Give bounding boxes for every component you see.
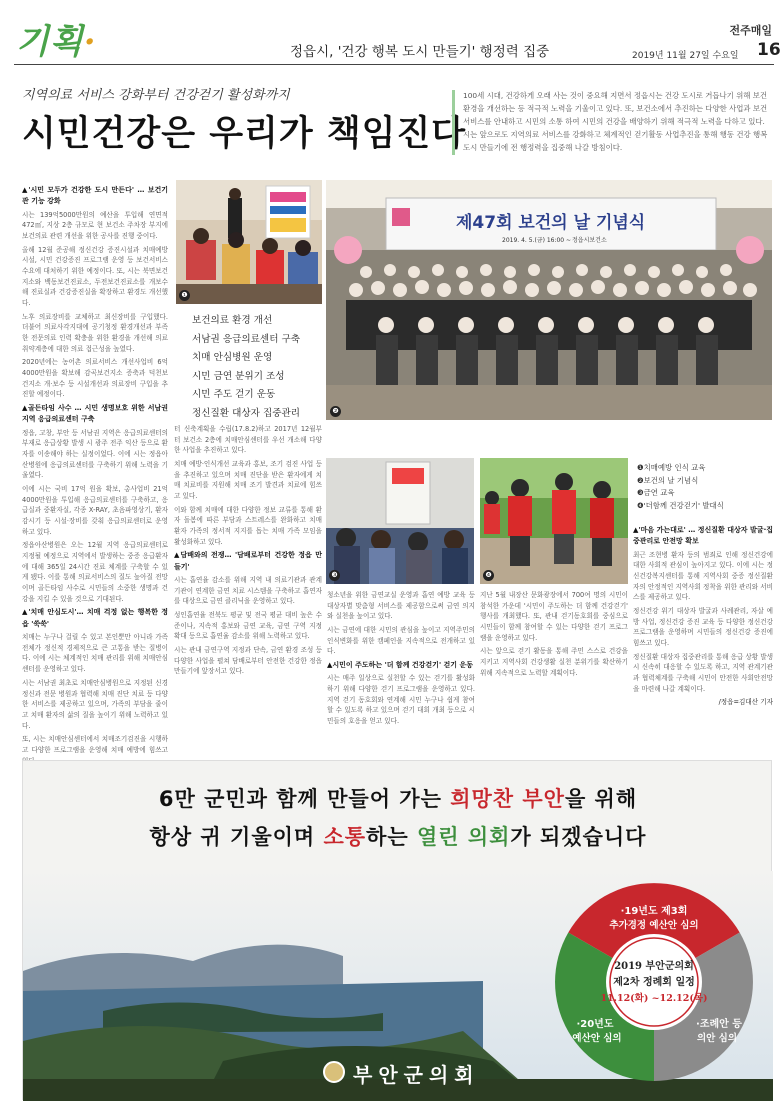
- article-paragraph: 시는 139억5000만원의 예산을 투입해 연면적 472㎡, 지상 2층 규모로 현 보건소 주차장 부지에 보건의료 관련 개선을 위한 공사를 진행 중이다.: [22, 210, 168, 240]
- article-paragraph: 정읍아산병원은 오는 12월 지역 응급의료센터로 지정될 예정으로 지역에서 발생하는 중증 응급환자에 대해 365일 24시간 진료 체계를 구축할 수 있게 됐다. 이를 통해 의료서비스의 질도 높아질 전망이며 골든타임 사수로 시민들의 소중한 생명과 건강을 지킬 수 있을 것으로 기대된다.: [22, 541, 168, 603]
- key-points-list: [178, 308, 326, 420]
- donut-segment-annual-budget-detail: 예산안 심의: [572, 1033, 622, 1044]
- photo-number-3: ❸: [329, 570, 340, 581]
- article-paragraph: 성인흡연율 전북도 평균 및 전국 평균 대비 높은 수준이나, 지속적 홍보와 금연 교육, 금연 구역 지정 확대 등으로 흡연율 감소를 위해 노력하고 있다.: [174, 611, 322, 641]
- photo-caption: ❶치매예방 인식 교육: [637, 463, 706, 472]
- photo-number-1: ❶: [179, 290, 190, 301]
- banner-org: 정읍시보건소: [572, 237, 607, 244]
- article-paragraph: 터 신축계획을 수립(17.8.2)하고 2017년 12월부터 보건소 2층에 치매안심센터를 우선 개소해 다양한 사업을 추진하고 있다.: [174, 425, 322, 455]
- article-lead: 100세 시대, 건강하게 오래 사는 것이 중요해 지면서 정읍시는 건강 도시로 거듭나기 위해 보건환경을 개선하는 등 적극적 노력을 기울이고 있다. 또, 보건소에서 추진하는 다양한 사업과 보건 서비스를 안내하고 시민의 소통 하여 시민의 건강을 배양하기 위해 적극적 노력을 다하고 있다. 시는 앞으로도 지역의료 서비스를 강화하고 체계적인 걷기활동 사업추진을 통해 행동 건강 행복 도시 만들기에 전 행정력을 집중해 나갈 방침이다.: [452, 90, 772, 155]
- article-paragraph: 치매 예방·인식개선 교육과 홍보, 조기 검진 사업 등을 추진하고 있으며 치매 진단을 받은 환자에게 치매 치료비를 지원해 치매 조기 발견과 치료에 힘쓰고 있다.: [174, 460, 322, 501]
- photo-caption: ❹'더함께 건강걷기' 발대식: [637, 500, 724, 510]
- section-subheading: ▲'시민 모두가 건강한 도시 만든다' … 보건기관 기능 강화: [22, 186, 168, 206]
- photo-smoking-education: [326, 458, 474, 584]
- donut-segment-budget-detail: 추가경정 예산안 심의: [609, 920, 699, 931]
- article-column-1: [22, 182, 168, 754]
- ad-slogan-line-2: 항상 귀 기울이며 소통하는 열린 의회가 되겠습니다: [149, 825, 647, 849]
- paper-name: 전주매일: [729, 24, 772, 37]
- key-point: 치매 안심병원 운영: [192, 352, 273, 364]
- article-paragraph: 지난 5월 내장산 문화광장에서 700여 명의 시민이 참석한 가운데 '시민이 주도하는 더 함께 건강걷기' 행사를 개최했다. 또, 관내 걷기동호회를 중심으로 시민들이 함께 참여할 수 있는 다양한 걷기 프로그램을 운영하고 있다.: [480, 591, 628, 642]
- session-schedule-donut: [539, 867, 769, 1097]
- donut-center-dates: 11.12(화) ~12.12(목): [600, 993, 708, 1004]
- photo-captions: [637, 462, 724, 512]
- section-subheading: ▲'치매 안심도시'… 치매 걱정 없는 행복한 정읍 '쑥쑥': [22, 608, 168, 628]
- photo-caption: ❸금연 교육: [637, 488, 675, 498]
- article-column-5: [633, 522, 773, 754]
- header-title: 정읍시, '건강 행복 도시 만들기' 행정력 집중: [290, 44, 550, 60]
- photo-number-4: ❹: [483, 570, 494, 581]
- photo-caption: ❷보건의 날 기념식: [637, 475, 699, 485]
- byline: /정읍=김대산 기자: [718, 698, 773, 707]
- key-point: 보건의료 환경 개선: [192, 315, 273, 326]
- article-paragraph: 시는 관내 금연구역 지정과 단속, 금연 환경 조성 등 다양한 사업을 펼쳐 담배로부터 안전한 건강한 정읍 만들기에 앞장서고 있다.: [174, 646, 322, 676]
- donut-segment-ordinance-detail: 의안 심의: [696, 1033, 738, 1044]
- council-name: 부안군의회: [353, 1063, 480, 1087]
- article-paragraph: 정신건강 위기 대상자 발굴과 사례관리, 자살 예방 사업, 정신건강 증진 교육 등 다양한 정신건강 프로그램을 운영하며 시민들의 정신건강 증진에 힘쓰고 있다.: [633, 607, 773, 648]
- key-point: 시민 주도 걷기 운동: [192, 389, 276, 401]
- article-paragraph: 시는 서남권 최초로 치매안심병원으로 지정된 신경정신과 전문 병원과 협력해 치매 진단 치료 등 다양한 서비스를 제공하고 있으며, 가족의 부담을 줄이고 치매 환자의 삶의 질을 높이기 위해 노력하고 있다.: [22, 678, 168, 730]
- key-point: 정신질환 대상자 집중관리: [192, 407, 301, 419]
- photo-dementia-education: [176, 180, 322, 304]
- council-emblem: [323, 1061, 345, 1083]
- council-advertisement: [22, 760, 772, 1100]
- donut-segment-budget: ·19년도 제3회: [620, 906, 688, 917]
- photo-walking-event: [480, 458, 628, 584]
- article-headline: 시민건강은 우리가 책임진다: [22, 113, 467, 154]
- article-paragraph: 노후 의료장비를 교체하고 최신장비를 구입했다. 더불어 의료사각지대에 공기청정 환경개선과 부족한 전문의료 인력 확충을 위한 환경을 개선해 의료 취약계층에 대한 의료 접근성을 높였다.: [22, 312, 168, 353]
- article-paragraph: 또, 시는 치매안심센터에서 치매조기검진을 시행하고 다양한 프로그램을 운영해 치매 예방에 힘쓰고: [22, 735, 168, 754]
- section-logo: 기획·: [16, 22, 97, 62]
- article-paragraph: 시는 금연에 대한 시민의 관심을 높이고 지역주민의 인식변화를 위한 캠페인을 지속적으로 전개하고 있다.: [327, 626, 475, 656]
- article-paragraph: 시는 매주 일상으로 실천할 수 있는 걷기를 활성화하기 위해 다양한 걷기 프로그램을 운영하고 있다. 지역 걷기 동호회와 연계해 시민 누구나 쉽게 참여할 수 있도록 하고 있으며 걷기 대회 개최 등으로 시민들의 호응을 얻고 있다.: [327, 674, 475, 726]
- article-paragraph: 올해 12월 준공해 정신건강 증진시설과 치매예방시설, 시민 건강증진 프로그램 운영 등 보건서비스 수요에 대처하기 위한 예정이다. 또, 시는 북면보건지소와 백동보건진료소, 두전보건진료소를 개보수해 진료실과 건강증진실을 확장하고 환경도 개선했다.: [22, 245, 168, 308]
- donut-segment-ordinance: ·조례안 등: [696, 1019, 742, 1030]
- article-paragraph: 치매는 누구나 걸릴 수 있고 본인뿐만 아니라 가족 전체가 정신적 경제적으로 큰 고통을 받는 질병이다. 이에 시는 체계적인 치매 관리를 위해 치매안심센터를 운영하고 있다.: [22, 633, 168, 674]
- section-subheading: ▲'마음 가는대로' … 정신질환 대상자 발굴·집중관리로 안전망 확보: [633, 526, 773, 546]
- header-divider: [14, 64, 774, 65]
- article-paragraph: 청소년을 위한 금연교실 운영과 흡연 예방 교육 등 대상자별 맞춤형 서비스를 제공함으로써 금연 의지와 실천을 높이고 있다.: [327, 591, 475, 621]
- photo-number-2: ❷: [330, 406, 341, 417]
- article-paragraph: 이와 함께 치매에 대한 다양한 정보 교류를 통해 환자 돌봄에 따른 부담과 스트레스를 완화하고 치매 환자 가족의 정서적 지지를 돕는 치매 가족 모임을 활성화하고 있다.: [174, 505, 322, 546]
- ad-slogan-line-1: 6만 군민과 함께 만들어 가는 희망찬 부안을 위해: [158, 787, 638, 811]
- article-paragraph: 정신질환 대상자 집중관리를 통해 응급 상황 발생 시 신속히 대응할 수 있도록 하고, 지역 관계기관과 협력체계를 구축해 시민이 안전한 사회안전망을 마련해 나갈 계획이다.: [633, 652, 773, 693]
- section-subheading: ▲골든타임 사수 … 시민 생명보호 위한 서남권 지역 응급의료센터 구축: [22, 404, 168, 424]
- article-column-2: [174, 424, 322, 754]
- banner-title: 제47회 보건의 날 기념식: [456, 213, 646, 233]
- donut-segment-annual-budget: ·20년도: [576, 1019, 614, 1030]
- section-subheading: ▲담배와의 전쟁… '담배로부터 건강한 정읍 만들기': [174, 551, 322, 571]
- issue-date: 2019년 11월 27일 수요일: [632, 51, 739, 61]
- article-paragraph: 정읍, 고창, 부안 등 서남권 지역은 응급의료센터의 부재로 응급상황 발생 시 광주 전주 익산 등으로 환자를 이송해야 하는 실정이었다. 이에 시는 정읍아산병원에 응급의료센터를 구축하기 위해 노력을 기울였다.: [22, 428, 168, 480]
- article-paragraph: 최근 조현병 환자 등의 범죄로 인해 정신건강에 대한 사회적 관심이 높아지고 있다. 이에 시는 정신건강복지센터를 통해 지역사회 중증 정신질환자의 안정적인 지역사회 정착을 위한 관리와 서비스를 제공하고 있다.: [633, 550, 773, 602]
- article-paragraph: 시는 앞으로 걷기 활동을 통해 주민 스스로 건강을 지키고 지역사회 건강생활 실천 분위기를 확산하기 위해 지속적으로 노력할 계획이다.: [480, 647, 628, 677]
- page-header: [0, 0, 782, 68]
- donut-center-title: 2019 부안군의회: [614, 961, 694, 972]
- article-kicker: 지역의료 서비스 강화부터 건강걷기 활성화까지: [22, 88, 290, 103]
- donut-center-subtitle: 제2차 정례회 일정: [613, 977, 695, 988]
- page-number: 16: [757, 40, 781, 60]
- key-point: 서남권 응급의료센터 구축: [192, 333, 301, 345]
- article-column-4: [480, 590, 628, 754]
- section-subheading: ▲시민이 주도하는 '더 함께 건강걷기' 걷기 운동: [327, 661, 474, 670]
- article-paragraph: 2020년에는 농어촌 의료서비스 개선사업비 6억4000만원을 확보해 감곡보건지소 증축과 덕천보건지소 개·보수 등 시설개선과 의료장비 구입을 추진할 예정이다.: [22, 358, 168, 399]
- article-paragraph: 이에 시는 국비 17억 원을 확보, 총사업비 21억4000만원을 투입해 응급의료센터를 구축하고, 응급실과 중환자실, 각종 X-RAY, 초음파영상기, 환자감시기 등 시설·장비를 갖춰 응급의료센터로 운영하고 있다.: [22, 485, 168, 536]
- key-point: 시민 금연 분위기 조성: [192, 370, 285, 382]
- article-paragraph: 시는 흡연율 감소를 위해 지역 내 의료기관과 관계기관이 연계한 금연 치료 시스템을 구축하고 흡연자를 대상으로 금연 클리닉을 운영하고 있다.: [174, 576, 322, 606]
- photo-health-day-ceremony: [326, 180, 772, 420]
- article-column-3: [327, 590, 475, 754]
- banner-date: 2019. 4. 5.(금) 16:00 ~: [502, 237, 572, 244]
